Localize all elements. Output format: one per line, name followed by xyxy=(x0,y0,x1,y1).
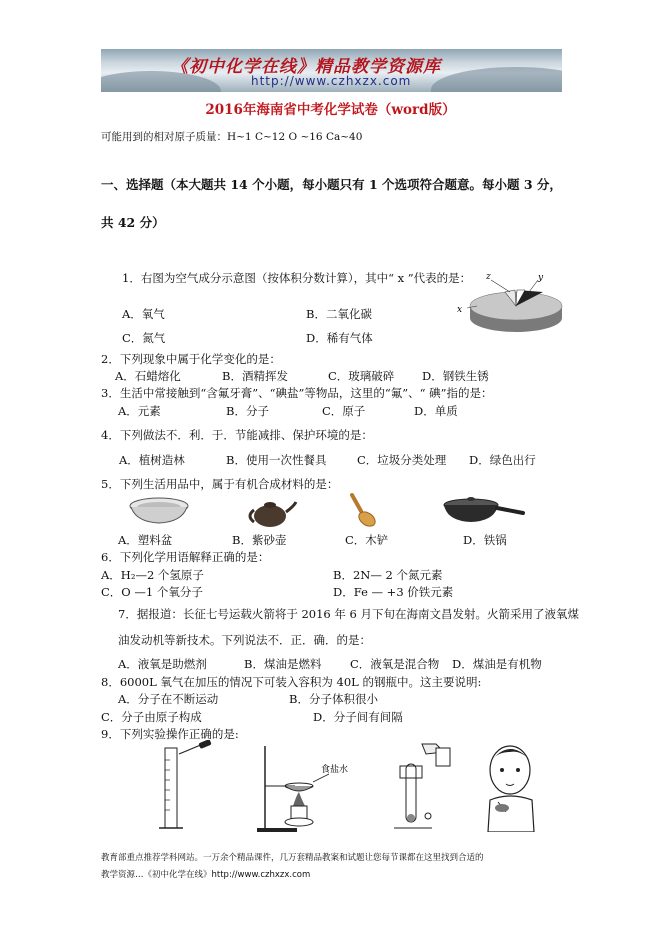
q8-option-c: C．分子由原子构成 xyxy=(101,710,202,724)
q8-stem: 8．6000L 氧气在加压的情况下可装入容积为 40L 的钢瓶中。这主要说明: xyxy=(101,675,482,689)
q3-option-b: B．分子 xyxy=(226,404,269,418)
q5-option-b: B．紫砂壶 xyxy=(232,533,287,547)
q3-stem: 3．生活中常接触到“含氟牙膏”、“碘盐”等物品，这里的“氟”、“ 碘”指的是： xyxy=(101,386,493,400)
q2-option-a: A．石蜡熔化 xyxy=(115,369,181,383)
section-heading-line1: 一、选择题（本大题共 14 个小题，每小题只有 1 个选项符合题意。每小题 3 分， xyxy=(101,177,562,192)
banner-title: 《初中化学在线》精品教学资源库 xyxy=(171,57,441,77)
q1-option-d: D．稀有气体 xyxy=(306,331,373,345)
q1-stem: 1．右图为空气成分示意图（按体积分数计算），其中“ x ”代表的是： xyxy=(122,271,472,285)
q6-option-c: C．O —1 个氧分子 xyxy=(101,585,203,599)
plastic-basin-image xyxy=(128,496,190,526)
evaporation-setup-image xyxy=(255,742,355,834)
wooden-spatula-image xyxy=(346,493,380,529)
clay-teapot-image xyxy=(246,494,298,530)
test-tube-operation-image xyxy=(392,740,462,832)
q7-option-d: D．煤油是有机物 xyxy=(452,657,542,671)
footer-line2: 教学资源…《初中化学在线》http://www.czhxzx.com xyxy=(101,870,311,880)
section-heading-line2: 共 42 分） xyxy=(101,215,165,230)
q6-stem: 6．下列化学用语解释正确的是： xyxy=(101,550,270,564)
pie-label-z: z xyxy=(486,272,491,282)
q3-option-c: C．原子 xyxy=(322,404,366,418)
smelling-gas-boy-image xyxy=(484,740,538,832)
q4-option-c: C．垃圾分类处理 xyxy=(357,453,447,467)
q7-stem-line2: 油发动机等新技术。下列说法不．正．确．的是： xyxy=(118,633,371,647)
q3-option-d: D．单质 xyxy=(414,404,458,418)
salt-water-label: 食盐水 xyxy=(321,765,349,775)
q6-option-b: B．2N— 2 个氮元素 xyxy=(333,568,443,582)
pie-label-x: x xyxy=(457,305,463,315)
page-title: 2016年海南省中考化学试卷（word版） xyxy=(205,102,456,118)
pie-label-y: y xyxy=(538,273,544,283)
q8-option-b: B．分子体积很小 xyxy=(289,692,378,706)
q4-option-d: D．绿色出行 xyxy=(469,453,536,467)
q1-option-c: C．氮气 xyxy=(122,331,166,345)
q3-option-a: A．元素 xyxy=(118,404,161,418)
q7-option-b: B．煤油是燃料 xyxy=(244,657,322,671)
q8-option-d: D．分子间有间隔 xyxy=(313,710,403,724)
q2-option-d: D．钢铁生锈 xyxy=(422,369,489,383)
banner-url[interactable]: http://www.czhxzx.com xyxy=(251,74,412,88)
iron-wok-image xyxy=(437,496,525,526)
q4-option-a: A．植树造林 xyxy=(119,453,185,467)
q2-stem: 2．下列现象中属于化学变化的是： xyxy=(101,352,281,366)
q5-option-c: C．木铲 xyxy=(345,533,389,547)
q7-option-c: C．液氧是混合物 xyxy=(350,657,440,671)
q4-stem: 4．下列做法不．利．于．节能减排、保护环境的是： xyxy=(101,428,373,442)
q5-stem: 5．下列生活用品中，属于有机合成材料的是： xyxy=(101,477,339,491)
graduated-cylinder-image xyxy=(155,740,215,832)
footer-line1: 教育部重点推荐学科网站。一万余个精品课件，几万套精品教案和试题让您每节课都在这里找到合适的 xyxy=(101,853,484,863)
q7-stem-line1: 7．据报道：长征七号运载火箭将于 2016 年 6 月下旬在海南文昌发射。火箭采用了液氧煤 xyxy=(118,607,580,621)
q1-option-b: B．二氧化碳 xyxy=(306,307,372,321)
q1-option-a: A．氧气 xyxy=(122,307,165,321)
q6-option-a: A．H₂—2 个氢原子 xyxy=(101,568,204,582)
header-banner xyxy=(101,49,562,92)
q4-option-b: B．使用一次性餐具 xyxy=(226,453,327,467)
q2-option-c: C．玻璃破碎 xyxy=(328,369,395,383)
q2-option-b: B．酒精挥发 xyxy=(222,369,288,383)
q5-option-d: D．铁锅 xyxy=(463,533,507,547)
q5-option-a: A．塑料盆 xyxy=(118,533,173,547)
q6-option-d: D．Fe — +3 价铁元素 xyxy=(333,585,454,599)
atomic-masses: 可能用到的相对原子质量：H~1 C~12 O ~16 Ca~40 xyxy=(101,131,363,143)
q9-stem: 9．下列实验操作正确的是: xyxy=(101,727,239,741)
q8-option-a: A．分子在不断运动 xyxy=(118,692,219,706)
air-composition-pie-chart xyxy=(455,268,565,338)
q7-option-a: A．液氧是助燃剂 xyxy=(118,657,207,671)
